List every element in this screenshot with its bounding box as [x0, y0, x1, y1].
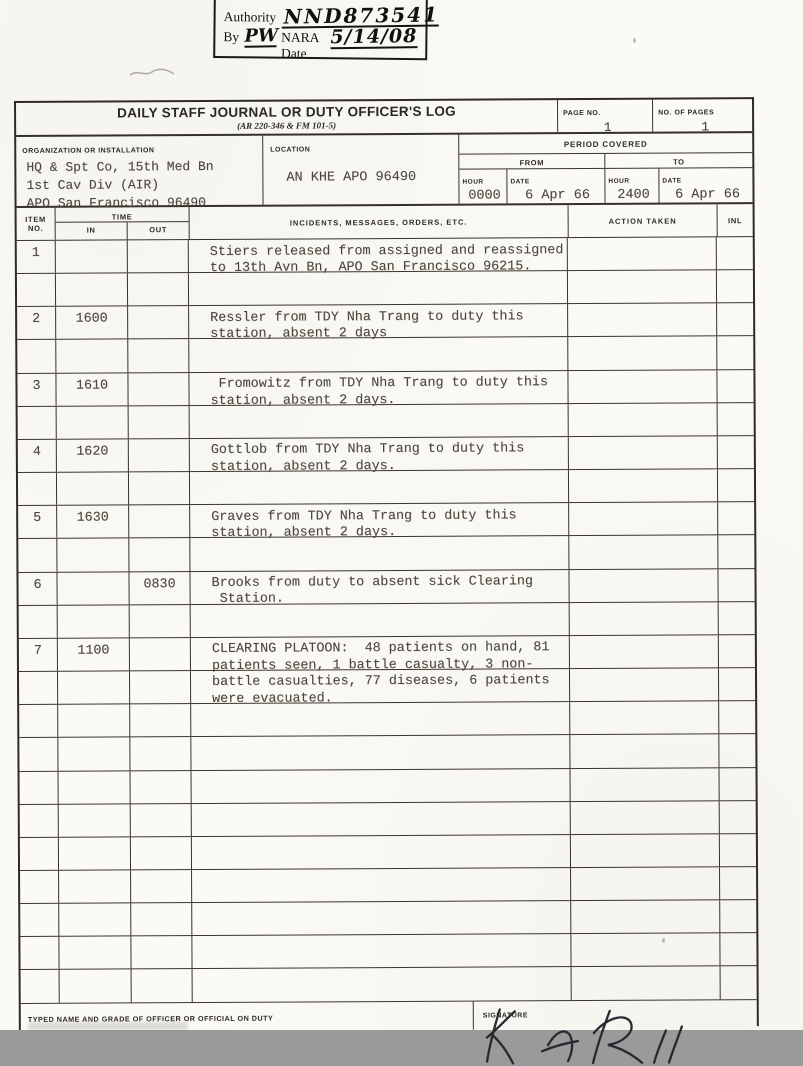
time-in-cell: 1610 — [56, 373, 128, 406]
action-taken-cell — [569, 436, 718, 469]
time-out-cell — [128, 340, 189, 372]
incidents-cell — [191, 669, 570, 703]
item-no-cell: 2 — [17, 307, 56, 339]
journal-row — [20, 933, 756, 970]
time-out-cell — [130, 605, 191, 637]
incidents-cell: Graves from TDY Nha Trang to duty this station, absent 2 days. — [190, 503, 569, 537]
time-in-header: IN — [56, 222, 128, 239]
declassification-stamp — [213, 0, 439, 61]
daily-staff-journal-form — [14, 97, 759, 1030]
action-taken-cell — [569, 469, 718, 502]
from-date-cell — [507, 169, 605, 204]
initials-cell — [719, 701, 755, 733]
item-no-cell: 6 — [18, 572, 57, 604]
to-date-cell — [659, 168, 752, 202]
journal-row — [19, 668, 755, 705]
action-taken-cell — [569, 503, 718, 536]
time-in-cell — [59, 804, 131, 837]
journal-row — [20, 834, 756, 871]
item-no-cell — [18, 539, 57, 571]
time-in-cell — [59, 837, 131, 870]
to-label: TO — [673, 157, 685, 167]
item-no-cell: 3 — [17, 373, 56, 405]
journal-row — [20, 900, 756, 937]
to-hour-cell — [605, 169, 659, 203]
action-taken-cell — [570, 735, 719, 768]
action-taken-cell — [572, 967, 721, 1000]
scan-noise-speck — [633, 38, 636, 43]
form-subtitle: (AR 220-346 & FM 101-5) — [237, 120, 337, 131]
time-out-cell — [131, 870, 192, 902]
inl-header: INL — [728, 216, 743, 226]
page-no-box — [558, 100, 653, 135]
initials-cell — [717, 303, 753, 335]
item-no-cell — [20, 838, 59, 870]
journal-row — [20, 768, 756, 805]
action-taken-cell — [570, 635, 719, 668]
item-no-cell: 4 — [18, 440, 57, 472]
journal-row — [18, 502, 754, 542]
period-covered-label: PERIOD COVERED — [459, 133, 752, 155]
from-date-value: 6 Apr 66 — [525, 187, 590, 204]
from-label: FROM — [459, 154, 605, 169]
time-out-cell — [128, 306, 189, 338]
incidents-cell — [189, 338, 568, 372]
item-no-cell — [17, 340, 56, 372]
initials-cell — [718, 536, 754, 568]
time-out-cell — [129, 406, 190, 438]
incidents-cell — [190, 470, 569, 504]
period-covered-box — [459, 133, 752, 204]
time-out-cell: 0830 — [129, 572, 190, 604]
no-of-pages-label: NO. OF PAGES — [658, 109, 715, 117]
initials-cell — [720, 768, 756, 800]
hour-label: HOUR — [462, 178, 484, 186]
journal-row — [17, 270, 753, 307]
journal-row — [18, 403, 754, 440]
initials-cell — [718, 569, 754, 601]
from-hour-cell — [459, 169, 507, 203]
initials-cell — [719, 668, 755, 700]
page-no-label: PAGE NO. — [563, 109, 601, 118]
no-of-pages-value: 1 — [701, 119, 710, 135]
incidents-cell — [189, 271, 568, 305]
time-out-cell — [130, 638, 191, 670]
time-out-cell — [131, 771, 192, 803]
journal-row — [20, 801, 756, 838]
action-taken-cell — [571, 934, 720, 967]
time-out-cell — [131, 936, 192, 968]
action-taken-cell — [571, 768, 720, 801]
date-label: DATE — [510, 178, 530, 186]
declass-date-handwritten: 5/14/08 — [330, 25, 418, 49]
action-taken-cell — [569, 536, 718, 569]
initials-cell — [718, 502, 754, 534]
journal-row — [19, 635, 755, 707]
action-taken-cell — [568, 304, 717, 337]
journal-row — [17, 370, 753, 407]
time-out-cell — [131, 804, 192, 836]
signature-handwriting — [482, 1004, 742, 1063]
time-in-cell: 1600 — [56, 307, 128, 340]
time-in-cell — [57, 539, 129, 572]
initials-cell — [719, 602, 755, 634]
incidents-cell: Stiers released from assigned and reassigned to 13th Avn Bn, APO San Francisco 96215. — [189, 238, 568, 272]
authority-number-handwritten: NND873541 — [282, 2, 439, 29]
incidents-cell — [191, 735, 570, 769]
time-header — [56, 207, 190, 240]
organization-value: HQ & Spt Co, 15th Med Bn 1st Cav Div (AIR) APO San Francisco 96490 — [26, 158, 214, 211]
action-taken-cell — [570, 702, 719, 735]
item-no-cell — [20, 771, 59, 803]
typed-name-label: TYPED NAME AND GRADE OF OFFICER OR OFFICIAL ON DUTY — [27, 1013, 274, 1024]
from-hour-value: 0000 — [468, 188, 501, 204]
initials-cell — [718, 403, 754, 435]
action-taken-cell — [568, 337, 717, 370]
item-no-cell — [20, 804, 59, 836]
no-of-pages-box — [653, 99, 752, 135]
initials-cell — [720, 933, 756, 965]
time-in-cell — [58, 738, 130, 771]
journal-row — [18, 569, 754, 606]
time-in-cell — [57, 472, 129, 505]
initials-cell — [719, 635, 755, 667]
journal-row — [18, 536, 754, 573]
item-no-header: ITEM NO. — [17, 208, 56, 240]
item-no-cell — [19, 672, 58, 704]
time-label: TIME — [56, 207, 189, 223]
action-taken-cell — [571, 834, 720, 867]
journal-row — [17, 337, 753, 374]
item-no-cell — [20, 937, 59, 969]
time-in-cell — [60, 970, 132, 1003]
time-out-cell — [131, 837, 192, 869]
reviewer-initials-handwritten: PW — [244, 25, 279, 47]
item-no-cell — [21, 970, 60, 1002]
time-in-cell — [59, 937, 131, 970]
initials-cell — [720, 900, 756, 932]
time-out-cell — [128, 373, 189, 405]
initials-cell — [721, 967, 757, 999]
initials-cell — [717, 337, 753, 369]
incidents-cell — [190, 404, 569, 438]
incidents-cell: Fromowitz from TDY Nha Trang to duty this station, absent 2 days. — [189, 371, 568, 405]
time-out-cell — [129, 439, 190, 471]
incidents-cell — [193, 968, 572, 1002]
journal-row — [19, 734, 755, 771]
journal-row — [20, 867, 756, 904]
to-hour-value: 2400 — [617, 187, 650, 203]
item-no-cell — [20, 871, 59, 903]
authority-label: Authority — [223, 9, 277, 25]
time-out-cell — [130, 671, 191, 703]
item-no-cell — [20, 904, 59, 936]
item-no-cell — [19, 605, 58, 637]
signature-label: SIGNATURE — [482, 1011, 529, 1020]
incidents-cell: Ressler from TDY Nha Trang to duty this station, absent 2 days — [189, 304, 568, 338]
time-in-cell — [57, 572, 129, 605]
time-out-cell — [129, 472, 190, 504]
incidents-cell — [191, 702, 570, 736]
journal-row — [21, 967, 757, 1004]
page-no-value: 1 — [603, 119, 612, 135]
action-taken-cell — [570, 602, 719, 635]
item-no-cell — [19, 738, 58, 770]
action-taken-cell — [571, 801, 720, 834]
initials-cell — [717, 270, 753, 302]
journal-row — [19, 602, 755, 639]
action-taken-cell — [569, 569, 718, 602]
incidents-cell — [192, 835, 571, 869]
to-date-value: 6 Apr 66 — [675, 187, 740, 203]
location-value: AN KHE APO 96490 — [286, 169, 417, 186]
table-header-row — [17, 204, 753, 241]
organization-label: ORGANIZATION OR INSTALLATION — [22, 147, 155, 155]
time-in-cell — [58, 671, 130, 704]
time-in-cell — [57, 406, 129, 439]
form-title: DAILY STAFF JOURNAL OR DUTY OFFICER'S LOG — [117, 103, 456, 121]
time-out-header: OUT — [149, 225, 168, 235]
incidents-cell — [192, 769, 571, 803]
action-taken-cell — [568, 237, 717, 270]
item-no-cell — [18, 407, 57, 439]
time-out-cell — [130, 737, 191, 769]
incidents-header: INCIDENTS, MESSAGES, ORDERS, ETC. — [190, 205, 569, 239]
hour-label: HOUR — [608, 177, 630, 185]
time-in-cell — [59, 904, 131, 937]
initials-cell — [720, 834, 756, 866]
incidents-cell — [192, 802, 571, 836]
journal-row — [18, 469, 754, 506]
action-taken-cell — [570, 668, 719, 701]
initials-cell — [720, 801, 756, 833]
location-box — [263, 135, 459, 205]
time-in-cell: 1620 — [57, 439, 129, 472]
incidents-cell — [192, 901, 571, 935]
location-label: LOCATION — [270, 146, 311, 154]
incidents-cell — [191, 603, 570, 637]
time-out-cell — [128, 273, 189, 305]
cutoff-typed-name-smudge — [28, 1022, 188, 1030]
item-no-cell — [17, 274, 56, 306]
organization-box — [16, 136, 263, 211]
initials-cell — [718, 436, 754, 468]
time-in-cell: 1630 — [57, 506, 129, 539]
item-no-cell: 5 — [18, 506, 57, 538]
time-in-cell — [58, 605, 130, 638]
signature-box — [474, 1000, 757, 1029]
incidents-cell: Gottlob from TDY Nha Trang to duty this station, absent 2 days. — [190, 437, 569, 471]
date-label: DATE — [662, 177, 682, 185]
form-title-block — [16, 100, 558, 135]
time-in-cell — [56, 274, 128, 307]
action-taken-cell — [571, 867, 720, 900]
item-no-cell: 1 — [17, 241, 56, 273]
nara-date-label: NARA Date — [280, 29, 319, 61]
incidents-cell — [190, 537, 569, 571]
time-out-cell — [128, 240, 189, 272]
initials-cell — [717, 370, 753, 402]
initials-cell — [719, 734, 755, 766]
pencil-mark — [128, 66, 176, 80]
time-in-cell: 1100 — [58, 638, 130, 671]
action-taken-cell — [569, 403, 718, 436]
incidents-cell — [192, 868, 571, 902]
incidents-cell: Brooks from duty to absent sick Clearing Station. — [190, 570, 569, 604]
action-taken-cell — [568, 270, 717, 303]
time-out-cell — [131, 903, 192, 935]
incidents-cell — [192, 934, 571, 968]
initials-cell — [717, 237, 753, 269]
journal-row — [17, 303, 753, 343]
time-out-cell — [130, 704, 191, 736]
time-in-cell — [56, 240, 128, 273]
time-out-cell — [132, 970, 193, 1002]
item-no-cell — [19, 705, 58, 737]
time-out-cell — [129, 538, 190, 570]
action-taken-cell — [571, 900, 720, 933]
incidents-cell: CLEARING PLATOON: 48 patients on hand, 81 patients seen, 1 battle casualty, 3 non- battle casualties, 77 diseases, 6 patients were evacuated. — [191, 636, 570, 670]
time-in-cell — [59, 771, 131, 804]
initials-cell — [720, 867, 756, 899]
journal-row — [18, 436, 754, 473]
action-taken-header: ACTION TAKEN — [569, 204, 718, 237]
item-no-cell — [18, 473, 57, 505]
item-no-cell: 7 — [19, 639, 58, 671]
time-in-cell — [59, 870, 131, 903]
time-in-cell — [56, 340, 128, 373]
journal-row — [19, 701, 755, 738]
initials-cell — [718, 469, 754, 501]
time-in-cell — [58, 705, 130, 738]
journal-row — [17, 237, 753, 274]
time-out-cell — [129, 505, 190, 537]
journal-rows — [17, 237, 757, 1003]
by-label: By — [223, 29, 240, 45]
action-taken-cell — [568, 370, 717, 403]
